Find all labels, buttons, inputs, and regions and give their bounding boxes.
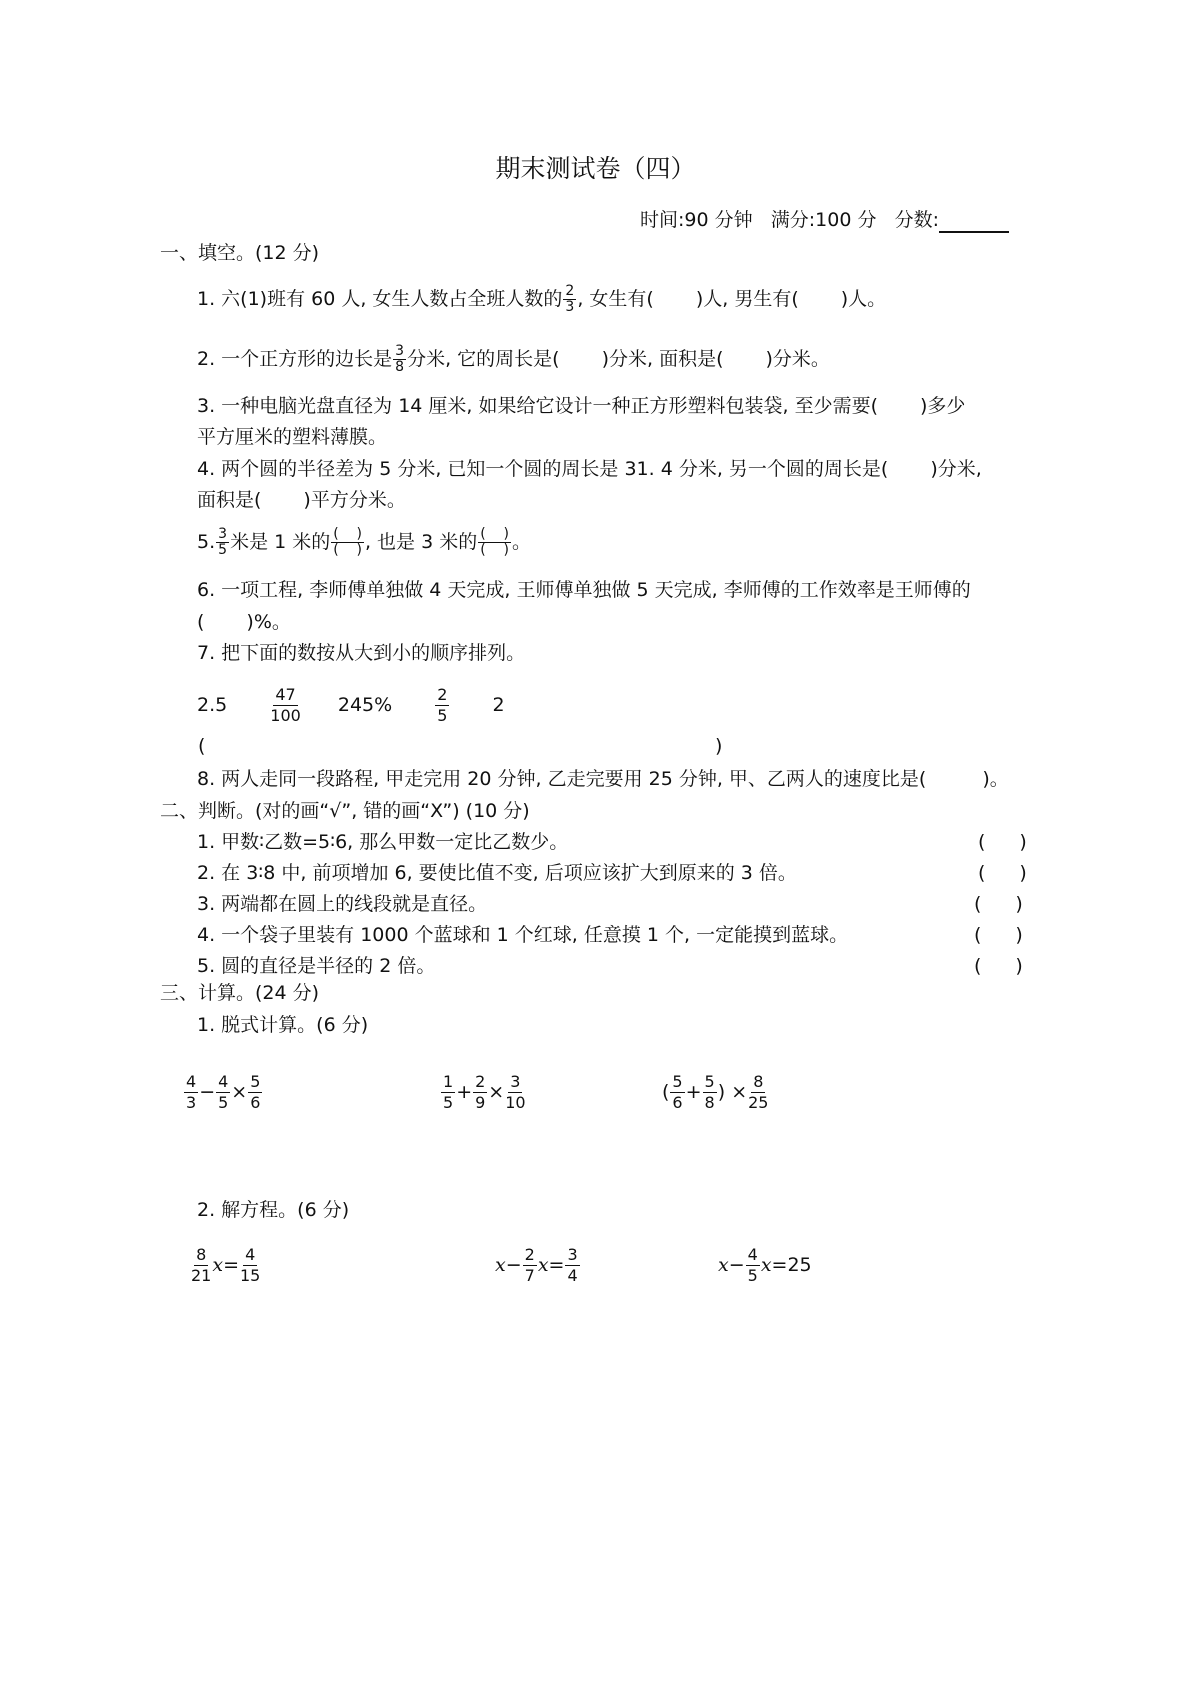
expression-2: $\frac{1}{5}$ + $\frac{2}{9}$ × $\frac{3}{10}$ <box>443 1072 526 1112</box>
question-1-2 <box>197 344 830 375</box>
expression-1: $\frac{4}{3}$ − $\frac{4}{5}$ × $\frac{5}{6}$ <box>186 1072 261 1112</box>
text: 4. 两个圆的半径差为 5 分米, 已知一个圆的周长是 31. 4 分米, 另一个圆的周长是( <box>197 458 889 480</box>
fraction: $\frac{3}{8}$ <box>395 343 405 375</box>
part-2-heading: 2. 解方程。(6 分) <box>197 1199 350 1221</box>
judge-item: 1. 甲数∶乙数=5∶6, 那么甲数一定比乙数少。 <box>197 831 569 853</box>
order-answer-close: ) <box>715 735 723 757</box>
text: 面积是( <box>197 489 262 511</box>
question-1-5 <box>197 527 531 558</box>
text: 分米, 它的周长是( <box>407 348 560 370</box>
text: )%。 <box>246 611 291 633</box>
judge-answer-box[interactable]: ( ) <box>974 893 1023 915</box>
score-label: 分数: <box>894 209 939 231</box>
text: , 女生有( <box>577 288 654 310</box>
text: )分米, <box>930 458 982 480</box>
section-1-heading: 一、填空。(12 分) <box>160 242 320 264</box>
equation-2: x− $\frac{2}{7}$ x= $\frac{3}{4}$ <box>495 1245 578 1285</box>
question-1-3 <box>197 393 965 419</box>
section-2-heading: 二、判断。(对的画“√”, 错的画“X”) (10 分) <box>160 800 530 822</box>
question-1-6-cont <box>197 609 291 635</box>
numbers-to-order <box>197 685 505 726</box>
question-1-1 <box>197 284 886 315</box>
judge-item: 2. 在 3∶8 中, 前项增加 6, 要使比值不变, 后项应该扩大到原来的 3 倍。 <box>197 862 797 884</box>
text: )多少 <box>920 395 966 417</box>
number: 2.5 <box>197 694 228 716</box>
equation-1: $\frac{8}{21}$ x= $\frac{4}{15}$ <box>191 1245 261 1285</box>
fraction: $\frac{2}{3}$ <box>565 283 575 315</box>
section-3-heading: 三、计算。(24 分) <box>160 982 320 1004</box>
text: 3. 一种电脑光盘直径为 14 厘米, 如果给它设计一种正方形塑料包装袋, 至少需要( <box>197 395 878 417</box>
text: )分米。 <box>765 348 830 370</box>
question-1-4 <box>197 456 982 482</box>
judge-answer-box[interactable]: ( ) <box>978 831 1027 853</box>
score-field[interactable] <box>939 213 1009 233</box>
question-1-8 <box>197 766 1009 792</box>
fraction: $\frac{47}{100}$ <box>270 685 301 725</box>
order-answer-open[interactable]: ( <box>198 735 206 757</box>
text: 8. 两人走同一段路程, 甲走完用 20 分钟, 乙走完要用 25 分钟, 甲、乙两人的速度比是( <box>197 768 927 790</box>
answer-fraction-blank[interactable]: $\frac{( )}{( )}$ <box>480 526 509 558</box>
judge-item: 4. 一个袋子里装有 1000 个蓝球和 1 个红球, 任意摸 1 个, 一定能摸到蓝球。 <box>197 924 849 946</box>
text: )平方分米。 <box>303 489 406 511</box>
text: 5. <box>197 531 216 553</box>
number: 245% <box>337 694 393 716</box>
fraction: $\frac{3}{5}$ <box>218 526 228 558</box>
judge-answer-box[interactable]: ( ) <box>974 955 1023 977</box>
answer-fraction-blank[interactable]: $\frac{( )}{( )}$ <box>333 526 362 558</box>
text: 1. 六(1)班有 60 人, 女生人数占全班人数的 <box>197 288 563 310</box>
text: 2. 一个正方形的边长是 <box>197 348 393 370</box>
time-limit: 时间:90 分钟 <box>640 209 753 231</box>
text: , 也是 3 米的 <box>364 531 478 553</box>
text: 。 <box>511 531 531 553</box>
judge-item: 3. 两端都在圆上的线段就是直径。 <box>197 893 488 915</box>
number: 2 <box>492 694 505 716</box>
part-1-heading: 1. 脱式计算。(6 分) <box>197 1014 369 1036</box>
judge-answer-box[interactable]: ( ) <box>978 862 1027 884</box>
text: )分米, 面积是( <box>601 348 724 370</box>
expression-3: ( $\frac{5}{6}$ + $\frac{5}{8}$ ) × $\frac{8}{25}$ <box>662 1072 769 1112</box>
exam-info <box>640 207 1009 233</box>
text: 米是 1 米的 <box>230 531 331 553</box>
equation-3: x− $\frac{4}{5}$ x=25 <box>718 1245 812 1285</box>
question-1-3-cont: 平方厘米的塑料薄膜。 <box>197 426 388 448</box>
text: )人。 <box>840 288 887 310</box>
text: )。 <box>982 768 1009 790</box>
text: ( <box>197 611 205 633</box>
page-title: 期末测试卷（四） <box>495 154 696 183</box>
judge-item: 5. 圆的直径是半径的 2 倍。 <box>197 955 436 977</box>
question-1-4-cont <box>197 487 406 513</box>
fraction: $\frac{2}{5}$ <box>437 685 448 725</box>
judge-answer-box[interactable]: ( ) <box>974 924 1023 946</box>
text: )人, 男生有( <box>695 288 799 310</box>
question-1-6: 6. 一项工程, 李师傅单独做 4 天完成, 王师傅单独做 5 天完成, 李师傅的工作效率是王师傅的 <box>197 579 971 601</box>
full-score: 满分:100 分 <box>770 209 877 231</box>
question-1-7: 7. 把下面的数按从大到小的顺序排列。 <box>197 642 526 664</box>
